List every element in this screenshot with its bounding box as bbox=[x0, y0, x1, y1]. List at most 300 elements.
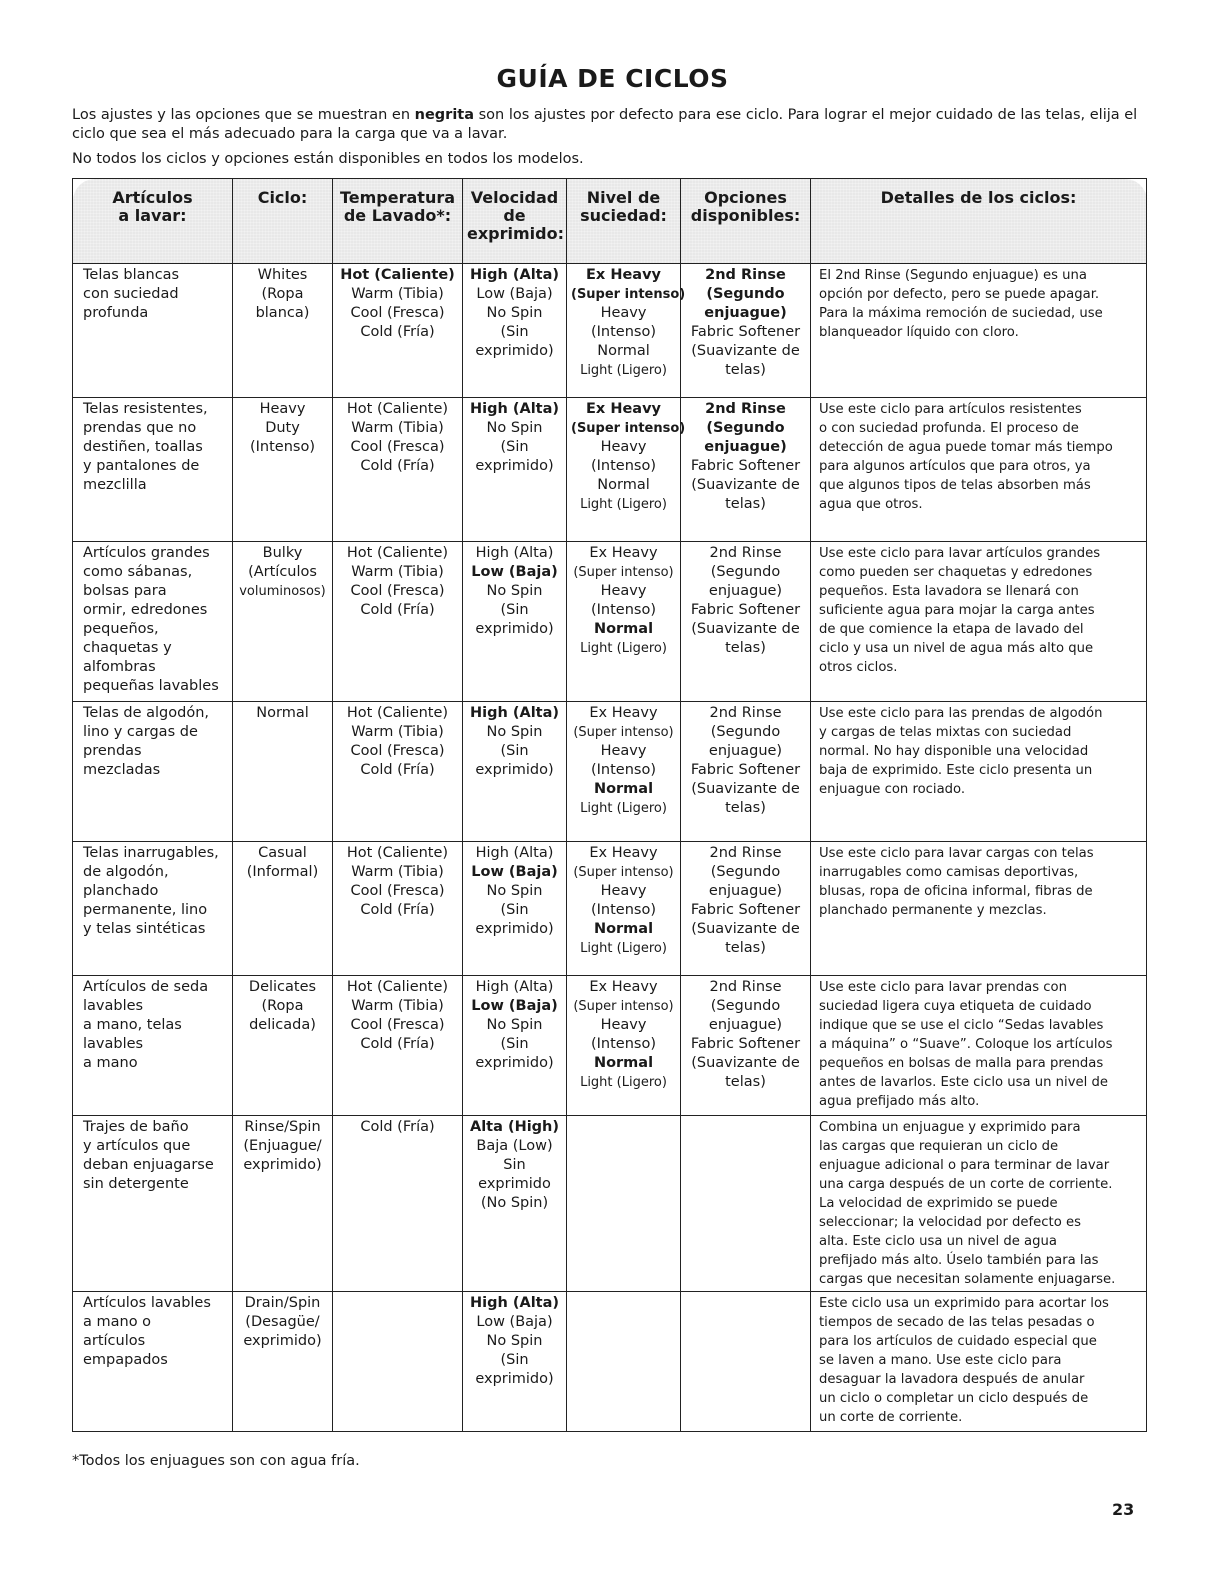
cycle-line: Whites bbox=[257, 267, 308, 283]
soil-level-line: (Intenso) bbox=[590, 458, 656, 474]
page-title: GUÍA DE CICLOS bbox=[496, 64, 729, 93]
items-line: planchado bbox=[83, 883, 159, 899]
details-cell bbox=[811, 842, 1147, 976]
spin-speed-line: (Sin bbox=[500, 1036, 529, 1052]
details-line: Use este ciclo para artículos resistentes bbox=[819, 402, 1082, 417]
details-line: enjuague con rociado. bbox=[819, 782, 966, 797]
options-cell bbox=[681, 842, 811, 976]
soil-level-line: Ex Heavy bbox=[586, 267, 661, 283]
temperature-line: Hot (Caliente) bbox=[340, 267, 455, 283]
options-line: enjuague) bbox=[704, 305, 787, 321]
details-line: una carga después de un corte de corriente. bbox=[819, 1177, 1113, 1192]
details-line: baja de exprimido. Este ciclo presenta un bbox=[819, 763, 1093, 778]
details-line: Para la máxima remoción de suciedad, use bbox=[819, 306, 1103, 321]
header-details bbox=[811, 179, 1147, 264]
temperature-line: Warm (Tibia) bbox=[351, 864, 444, 880]
details-line: antes de lavarlos. Este ciclo usa un nivel de bbox=[819, 1075, 1108, 1090]
temperature-line: Hot (Caliente) bbox=[346, 705, 449, 721]
header-line: a lavar: bbox=[118, 206, 187, 225]
options-line: (Suavizante de bbox=[691, 621, 800, 637]
items-line: Artículos de seda bbox=[83, 979, 209, 995]
header-line: Opciones bbox=[704, 188, 787, 207]
table-row bbox=[73, 398, 1147, 542]
options-line: telas) bbox=[725, 362, 766, 378]
spin-speed-line: No Spin bbox=[486, 420, 543, 436]
spin-speed-cell bbox=[463, 264, 567, 398]
options-line: 2nd Rinse bbox=[705, 401, 786, 417]
details-line: que algunos tipos de telas absorben más bbox=[819, 478, 1091, 493]
soil-level-cell bbox=[567, 264, 686, 398]
details-line: cargas que necesitan solamente enjuagarse. bbox=[819, 1272, 1116, 1287]
temperature-line: Warm (Tibia) bbox=[351, 286, 444, 302]
soil-level-line: Heavy bbox=[600, 743, 647, 759]
items-line: prendas bbox=[83, 743, 142, 759]
cycle-line: voluminosos) bbox=[239, 584, 326, 599]
soil-level-line: (Intenso) bbox=[590, 902, 656, 918]
spin-speed-line: exprimido) bbox=[475, 343, 554, 359]
soil-level-line: Light (Ligero) bbox=[580, 363, 667, 378]
temperature-line: Hot (Caliente) bbox=[346, 545, 449, 561]
cycle-line: exprimido) bbox=[243, 1333, 322, 1349]
availability-note: No todos los ciclos y opciones están disponibles en todos los modelos. bbox=[72, 151, 584, 167]
spin-speed-cell bbox=[463, 542, 567, 702]
header-temperature bbox=[333, 179, 463, 264]
options-line: telas) bbox=[725, 640, 766, 656]
temperature-line: Cool (Fresca) bbox=[350, 883, 445, 899]
items-line: mezcladas bbox=[83, 762, 161, 778]
temperature-line: Warm (Tibia) bbox=[351, 564, 444, 580]
cycle-line: Casual bbox=[258, 845, 307, 861]
temperature-cell bbox=[333, 842, 463, 976]
details-line: planchado permanente y mezclas. bbox=[819, 903, 1047, 918]
details-cell bbox=[811, 702, 1147, 842]
details-line: indique que se use el ciclo “Sedas lavables bbox=[819, 1018, 1104, 1033]
soil-level-line: Heavy bbox=[600, 883, 647, 899]
temperature-line: Cold (Fría) bbox=[360, 1036, 435, 1052]
items-line: Telas de algodón, bbox=[83, 705, 209, 721]
options-line: telas) bbox=[725, 496, 766, 512]
cycle-cell bbox=[233, 264, 333, 398]
items-line: a mano, telas bbox=[83, 1017, 182, 1033]
spin-speed-line: No Spin bbox=[486, 724, 543, 740]
details-cell bbox=[811, 1292, 1147, 1432]
cycle-cell bbox=[233, 1116, 333, 1292]
items-cell bbox=[73, 702, 233, 842]
header-line: de Lavado*: bbox=[343, 206, 452, 225]
spin-speed-line: High (Alta) bbox=[469, 267, 560, 283]
options-cell bbox=[681, 1292, 811, 1432]
spin-speed-line: exprimido) bbox=[475, 921, 554, 937]
soil-level-cell bbox=[567, 542, 681, 702]
spin-speed-line: exprimido) bbox=[475, 1371, 554, 1387]
details-line: a máquina” o “Suave”. Coloque los artículos bbox=[819, 1037, 1113, 1052]
temperature-cell bbox=[333, 976, 463, 1116]
spin-speed-cell bbox=[463, 398, 567, 542]
options-line: (Suavizante de bbox=[691, 343, 800, 359]
items-line: y artículos que bbox=[83, 1138, 191, 1154]
items-cell bbox=[73, 1116, 233, 1292]
soil-level-line: Heavy bbox=[600, 1017, 647, 1033]
cycle-cell bbox=[233, 542, 333, 702]
cycle-cell bbox=[233, 842, 333, 976]
details-line: para los artículos de cuidado especial que bbox=[819, 1334, 1097, 1349]
options-line: (Suavizante de bbox=[691, 1055, 800, 1071]
header-line: exprimido: bbox=[467, 224, 564, 243]
spin-speed-cell bbox=[463, 1116, 567, 1292]
details-line: pequeños. Esta lavadora se llenará con bbox=[819, 584, 1079, 599]
soil-level-line: Heavy bbox=[600, 305, 647, 321]
soil-level-cell bbox=[567, 976, 681, 1116]
soil-level-line: Normal bbox=[593, 621, 654, 637]
items-line: ormir, edredones bbox=[83, 602, 208, 618]
intro-bold-word: negrita bbox=[414, 107, 475, 123]
soil-level-line: Ex Heavy bbox=[589, 979, 658, 995]
soil-level-line: Normal bbox=[597, 477, 650, 493]
soil-level-line: Normal bbox=[593, 921, 654, 937]
spin-speed-line: Low (Baja) bbox=[471, 864, 558, 880]
options-line: Fabric Softener bbox=[690, 324, 801, 340]
soil-level-line: Normal bbox=[597, 343, 650, 359]
options-line: (Suavizante de bbox=[691, 781, 800, 797]
soil-level-line: (Intenso) bbox=[590, 762, 656, 778]
details-line: otros ciclos. bbox=[819, 660, 898, 675]
details-line: Use este ciclo para lavar artículos grandes bbox=[819, 546, 1101, 561]
items-line: y telas sintéticas bbox=[83, 921, 206, 937]
spin-speed-line: No Spin bbox=[486, 305, 543, 321]
details-line: prefijado más alto. Úselo también para las bbox=[819, 1253, 1099, 1268]
temperature-line: Cold (Fría) bbox=[360, 458, 435, 474]
spin-speed-line: High (Alta) bbox=[469, 401, 560, 417]
header-line: de bbox=[503, 206, 526, 225]
spin-speed-line: (Sin bbox=[500, 439, 529, 455]
items-line: Artículos grandes bbox=[83, 545, 210, 561]
details-line: alta. Este ciclo usa un nivel de agua bbox=[819, 1234, 1057, 1249]
cycle-line: Heavy bbox=[259, 401, 306, 417]
spin-speed-line: (Sin bbox=[500, 743, 529, 759]
options-line: 2nd Rinse bbox=[709, 545, 782, 561]
cycle-line: (Ropa bbox=[261, 998, 304, 1014]
spin-speed-line: High (Alta) bbox=[469, 1295, 560, 1311]
details-line: Use este ciclo para lavar prendas con bbox=[819, 980, 1067, 995]
temperature-cell bbox=[333, 398, 463, 542]
soil-level-line: (Super intenso) bbox=[573, 565, 674, 580]
header-options bbox=[681, 179, 811, 264]
spin-speed-line: exprimido) bbox=[475, 1055, 554, 1071]
options-line: (Segundo bbox=[710, 564, 781, 580]
options-line: Fabric Softener bbox=[690, 902, 801, 918]
temperature-line: Warm (Tibia) bbox=[351, 724, 444, 740]
soil-level-line: Ex Heavy bbox=[589, 705, 658, 721]
options-line: Fabric Softener bbox=[690, 762, 801, 778]
soil-level-line: (Super intenso) bbox=[573, 865, 674, 880]
table-row bbox=[73, 1116, 1147, 1292]
cycle-line: blanca) bbox=[255, 305, 310, 321]
spin-speed-line: (Sin bbox=[500, 902, 529, 918]
spin-speed-line: Alta (High) bbox=[469, 1119, 560, 1135]
items-line: pequeñas lavables bbox=[83, 678, 219, 694]
temperature-line: Warm (Tibia) bbox=[351, 420, 444, 436]
items-line: pequeños, bbox=[83, 621, 159, 637]
soil-level-line: (Intenso) bbox=[590, 1036, 656, 1052]
intro-text: Los ajustes y las opciones que se muestran en bbox=[72, 107, 415, 123]
options-line: 2nd Rinse bbox=[705, 267, 786, 283]
details-line: opción por defecto, pero se puede apagar. bbox=[819, 287, 1100, 302]
details-line: El 2nd Rinse (Segundo enjuague) es una bbox=[819, 268, 1087, 283]
items-line: lavables bbox=[83, 1036, 144, 1052]
items-line: con suciedad bbox=[83, 286, 179, 302]
details-line: de que comience la etapa de lavado del bbox=[819, 622, 1084, 637]
header-soil-level bbox=[567, 179, 681, 264]
soil-level-line: Ex Heavy bbox=[589, 545, 658, 561]
cycle-line: Duty bbox=[265, 420, 300, 436]
details-line: agua prefijado más alto. bbox=[819, 1094, 980, 1109]
items-line: Telas blancas bbox=[83, 267, 180, 283]
options-line: enjuague) bbox=[704, 439, 787, 455]
cycle-line: Drain/Spin bbox=[244, 1295, 321, 1311]
details-cell bbox=[811, 542, 1147, 702]
spin-speed-line: No Spin bbox=[486, 883, 543, 899]
items-line: empapados bbox=[83, 1352, 168, 1368]
spin-speed-line: exprimido) bbox=[475, 458, 554, 474]
options-line: (Suavizante de bbox=[691, 921, 800, 937]
temperature-line: Cold (Fría) bbox=[360, 1119, 435, 1135]
items-line: y pantalones de bbox=[83, 458, 200, 474]
cycle-line: Rinse/Spin bbox=[244, 1119, 321, 1135]
options-line: enjuague) bbox=[708, 743, 783, 759]
temperature-line: Cold (Fría) bbox=[360, 762, 435, 778]
soil-level-line: Light (Ligero) bbox=[580, 497, 667, 512]
details-line: suficiente agua para mojar la carga antes bbox=[819, 603, 1095, 618]
spin-speed-line: Low (Baja) bbox=[476, 1314, 553, 1330]
spin-speed-cell bbox=[463, 842, 567, 976]
spin-speed-line: (Sin bbox=[500, 602, 529, 618]
temperature-cell bbox=[333, 1116, 463, 1292]
header-line: Detalles de los ciclos: bbox=[880, 188, 1077, 207]
details-cell bbox=[811, 1116, 1147, 1292]
options-line: 2nd Rinse bbox=[709, 705, 782, 721]
options-line: (Segundo bbox=[710, 724, 781, 740]
options-line: enjuague) bbox=[708, 883, 783, 899]
items-line: destiñen, toallas bbox=[83, 439, 203, 455]
options-line: (Segundo bbox=[710, 864, 781, 880]
items-line: a mano o bbox=[83, 1314, 152, 1330]
options-line: 2nd Rinse bbox=[709, 979, 782, 995]
temperature-line: Cool (Fresca) bbox=[350, 439, 445, 455]
soil-level-line: Light (Ligero) bbox=[580, 1075, 667, 1090]
details-line: tiempos de secado de las telas pesadas o bbox=[819, 1315, 1095, 1330]
soil-level-line: Ex Heavy bbox=[589, 845, 658, 861]
soil-level-cell bbox=[567, 702, 681, 842]
options-line: (Segundo bbox=[706, 286, 785, 302]
options-line: telas) bbox=[725, 1074, 766, 1090]
items-line: prendas que no bbox=[83, 420, 197, 436]
table-row bbox=[73, 264, 1147, 398]
spin-speed-cell bbox=[463, 1292, 567, 1432]
spin-speed-line: Low (Baja) bbox=[476, 286, 553, 302]
details-line: seleccionar; la velocidad por defecto es bbox=[819, 1215, 1081, 1230]
details-line: suciedad ligera cuya etiqueta de cuidado bbox=[819, 999, 1092, 1014]
items-line: artículos bbox=[83, 1333, 146, 1349]
temperature-line: Cool (Fresca) bbox=[350, 305, 445, 321]
temperature-line: Cool (Fresca) bbox=[350, 1017, 445, 1033]
options-line: telas) bbox=[725, 940, 766, 956]
header-line: suciedad: bbox=[580, 206, 667, 225]
header-line: Temperatura bbox=[339, 188, 456, 207]
spin-speed-line: (Sin bbox=[500, 1352, 529, 1368]
spin-speed-line: Low (Baja) bbox=[471, 998, 558, 1014]
table-row bbox=[73, 542, 1147, 702]
spin-speed-cell bbox=[463, 702, 567, 842]
cycle-line: (Enjuague/ bbox=[243, 1138, 322, 1154]
options-cell bbox=[681, 1116, 811, 1292]
spin-speed-line: High (Alta) bbox=[469, 705, 560, 721]
temperature-line: Cold (Fría) bbox=[360, 324, 435, 340]
cycle-line: exprimido) bbox=[243, 1157, 322, 1173]
details-line: y cargas de telas mixtas con suciedad bbox=[819, 725, 1072, 740]
spin-speed-line: No Spin bbox=[486, 583, 543, 599]
header-line: Ciclo: bbox=[257, 188, 308, 207]
details-line: agua que otros. bbox=[819, 497, 923, 512]
table-row bbox=[73, 842, 1147, 976]
options-line: (Suavizante de bbox=[691, 477, 800, 493]
cycle-line: (Intenso) bbox=[249, 439, 315, 455]
details-cell bbox=[811, 976, 1147, 1116]
details-line: como pueden ser chaquetas y edredones bbox=[819, 565, 1093, 580]
spin-speed-line: (No Spin) bbox=[480, 1195, 549, 1211]
options-cell bbox=[681, 398, 811, 542]
soil-level-line: (Super intenso) bbox=[571, 287, 686, 302]
items-cell bbox=[73, 842, 233, 976]
details-line: o con suciedad profunda. El proceso de bbox=[819, 421, 1079, 436]
details-line: blusas, ropa de oficina informal, fibras de bbox=[819, 884, 1093, 899]
details-line: enjuague adicional o para terminar de lavar bbox=[819, 1158, 1110, 1173]
temperature-line: Cool (Fresca) bbox=[350, 743, 445, 759]
options-line: telas) bbox=[725, 800, 766, 816]
details-line: pequeños en bolsas de malla para prendas bbox=[819, 1056, 1104, 1071]
options-line: enjuague) bbox=[708, 583, 783, 599]
table-row bbox=[73, 1292, 1147, 1432]
soil-level-cell bbox=[567, 398, 686, 542]
details-cell bbox=[811, 264, 1147, 398]
items-line: Telas resistentes, bbox=[83, 401, 208, 417]
details-cell bbox=[811, 398, 1147, 542]
details-line: Este ciclo usa un exprimido para acortar los bbox=[819, 1296, 1109, 1311]
soil-level-cell bbox=[567, 842, 681, 976]
soil-level-line: (Super intenso) bbox=[573, 999, 674, 1014]
temperature-line: Cool (Fresca) bbox=[350, 583, 445, 599]
cycle-cell bbox=[233, 398, 333, 542]
details-line: La velocidad de exprimido se puede bbox=[819, 1196, 1058, 1211]
header-line: Nivel de bbox=[586, 188, 661, 207]
soil-level-line: Ex Heavy bbox=[586, 401, 661, 417]
options-line: (Segundo bbox=[706, 420, 785, 436]
options-line: 2nd Rinse bbox=[709, 845, 782, 861]
items-cell bbox=[73, 264, 233, 398]
items-line: mezclilla bbox=[83, 477, 147, 493]
spin-speed-line: No Spin bbox=[486, 1017, 543, 1033]
details-line: desaguar la lavadora después de anular bbox=[819, 1372, 1085, 1387]
items-line: de algodón, bbox=[83, 864, 169, 880]
spin-speed-line: High (Alta) bbox=[475, 979, 554, 995]
items-cell bbox=[73, 1292, 233, 1432]
details-line: un corte de corriente. bbox=[819, 1410, 963, 1425]
details-line: Use este ciclo para lavar cargas con telas bbox=[819, 846, 1094, 861]
spin-speed-line: High (Alta) bbox=[475, 845, 554, 861]
soil-level-line: (Intenso) bbox=[590, 602, 656, 618]
footnote: *Todos los enjuagues son con agua fría. bbox=[72, 1453, 360, 1469]
items-cell bbox=[73, 976, 233, 1116]
temperature-line: Cold (Fría) bbox=[360, 902, 435, 918]
items-line: como sábanas, bbox=[83, 564, 193, 580]
table-row bbox=[73, 702, 1147, 842]
table-header-row bbox=[73, 179, 1147, 264]
items-line: lino y cargas de bbox=[83, 724, 198, 740]
soil-level-line: Normal bbox=[593, 1055, 654, 1071]
temperature-cell bbox=[333, 702, 463, 842]
soil-level-line: Light (Ligero) bbox=[580, 941, 667, 956]
cycle-line: delicada) bbox=[249, 1017, 316, 1033]
details-line: normal. No hay disponible una velocidad bbox=[819, 744, 1089, 759]
cycle-cell bbox=[233, 702, 333, 842]
temperature-line: Hot (Caliente) bbox=[346, 401, 449, 417]
cycle-line: Bulky bbox=[262, 545, 303, 561]
options-cell bbox=[681, 264, 811, 398]
soil-level-line: Light (Ligero) bbox=[580, 801, 667, 816]
options-line: (Segundo bbox=[710, 998, 781, 1014]
spin-speed-line: exprimido) bbox=[475, 621, 554, 637]
details-line: ciclo y usa un nivel de agua más alto que bbox=[819, 641, 1094, 656]
details-line: detección de agua puede tomar más tiempo bbox=[819, 440, 1113, 455]
spin-speed-line: exprimido) bbox=[475, 762, 554, 778]
cycle-line: (Artículos bbox=[248, 564, 317, 580]
details-line: blanqueador líquido con cloro. bbox=[819, 325, 1019, 340]
spin-speed-line: Baja (Low) bbox=[476, 1138, 553, 1154]
cycle-line: (Informal) bbox=[246, 864, 319, 880]
items-line: sin detergente bbox=[83, 1176, 189, 1192]
header-line: disponibles: bbox=[690, 206, 801, 225]
soil-level-line: (Super intenso) bbox=[573, 725, 674, 740]
soil-level-line: Normal bbox=[593, 781, 654, 797]
options-line: Fabric Softener bbox=[690, 1036, 801, 1052]
items-cell bbox=[73, 398, 233, 542]
items-line: Telas inarrugables, bbox=[83, 845, 219, 861]
spin-speed-line: Sin bbox=[503, 1157, 526, 1173]
items-line: permanente, lino bbox=[83, 902, 208, 918]
details-line: Use este ciclo para las prendas de algodón bbox=[819, 706, 1103, 721]
options-line: Fabric Softener bbox=[690, 602, 801, 618]
soil-level-line: Heavy bbox=[600, 583, 647, 599]
cycle-line: Normal bbox=[256, 705, 309, 721]
items-line: lavables bbox=[83, 998, 144, 1014]
items-line: deban enjuagarse bbox=[83, 1157, 214, 1173]
header-line: Velocidad bbox=[470, 188, 559, 207]
soil-level-cell bbox=[567, 1116, 681, 1292]
details-line: inarrugables como camisas deportivas, bbox=[819, 865, 1079, 880]
soil-level-cell bbox=[567, 1292, 681, 1432]
items-line: bolsas para bbox=[83, 583, 167, 599]
header-cycle bbox=[233, 179, 333, 264]
spin-speed-line: High (Alta) bbox=[475, 545, 554, 561]
temperature-line: Hot (Caliente) bbox=[346, 845, 449, 861]
items-line: Trajes de baño bbox=[83, 1119, 189, 1135]
options-line: enjuague) bbox=[708, 1017, 783, 1033]
header-line: Artículos bbox=[112, 188, 193, 207]
intro-paragraph bbox=[72, 106, 1152, 144]
details-line: se laven a mano. Use este ciclo para bbox=[819, 1353, 1062, 1368]
options-cell bbox=[681, 702, 811, 842]
soil-level-line: Heavy bbox=[600, 439, 647, 455]
items-line: a mano bbox=[83, 1055, 138, 1071]
